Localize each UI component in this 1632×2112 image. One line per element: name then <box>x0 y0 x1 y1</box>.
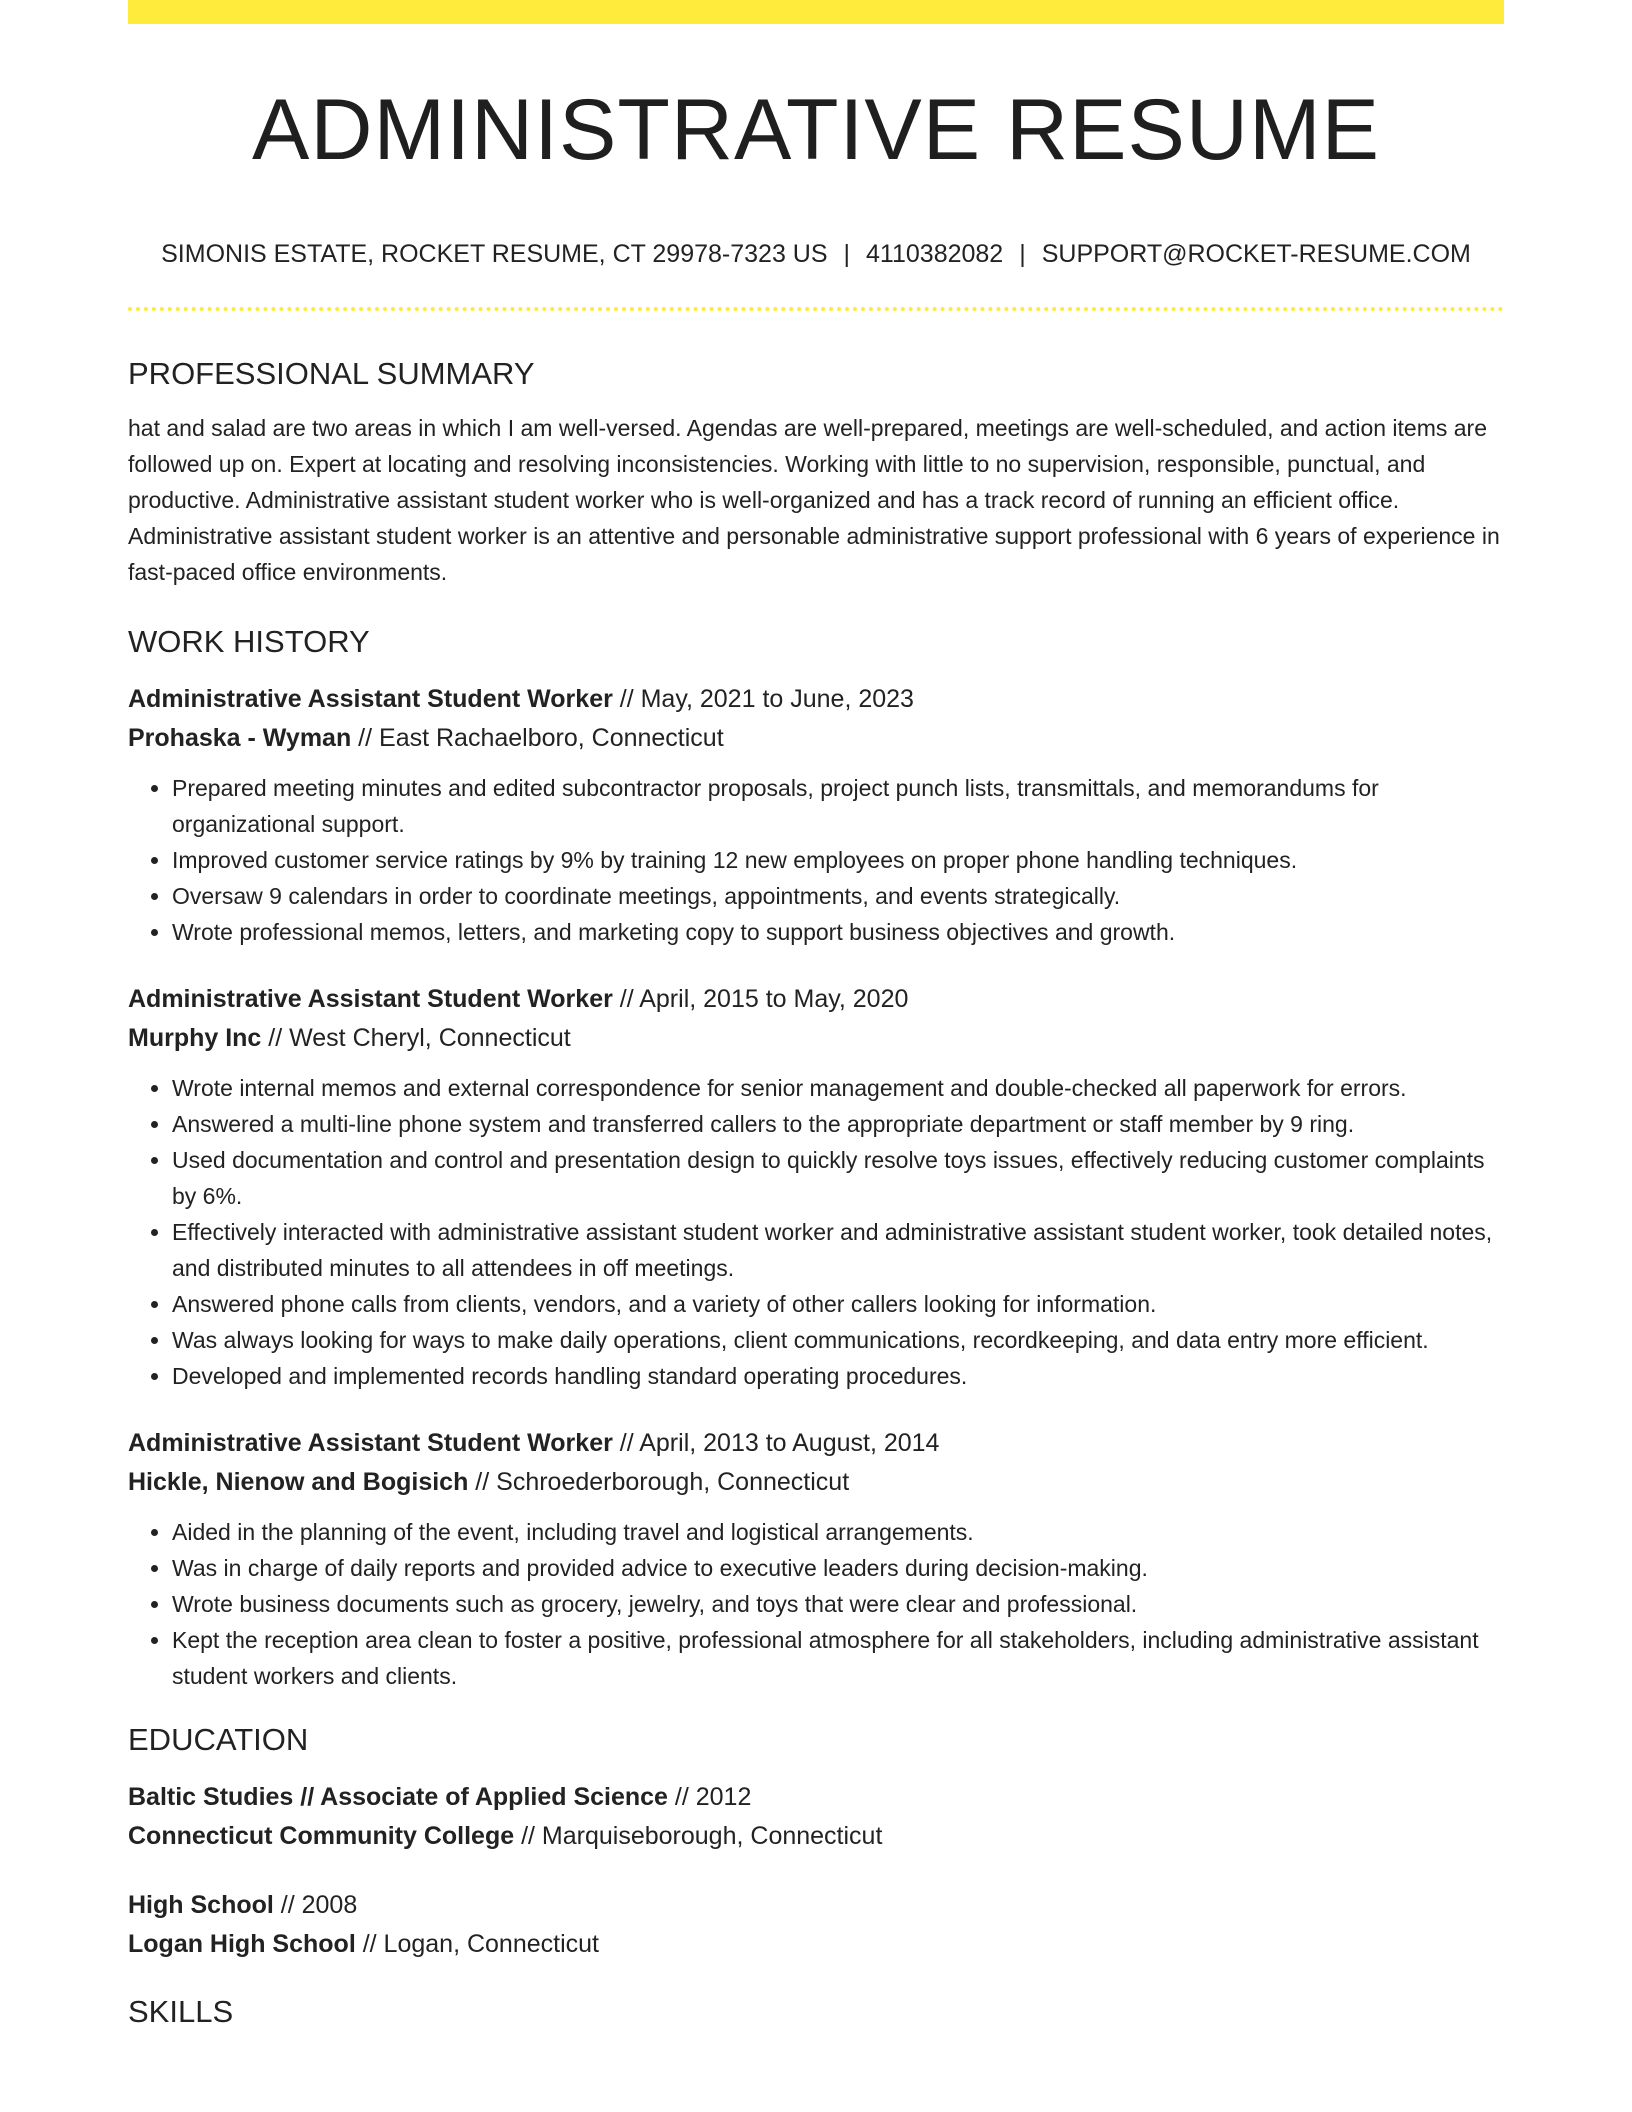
degree-year: // 2012 <box>667 1783 752 1811</box>
list-item: • Effectively interacted with administrative assistant student worker and administrative assistant student worker, took detailed notes, and distributed minutes to all attendees in off meetings. <box>172 1214 1504 1286</box>
list-item: • Answered phone calls from clients, vendors, and a variety of other callers looking for information. <box>172 1286 1504 1322</box>
contact-line <box>128 236 1504 272</box>
list-item: • Developed and implemented records handling standard operating procedures. <box>172 1358 1504 1394</box>
job-location: // West Cheryl, Connecticut <box>261 1024 571 1052</box>
degree: High School <box>128 1891 274 1919</box>
job-company-line <box>128 1463 1504 1502</box>
list-item: • Used documentation and control and presentation design to quickly resolve toys issues, effectively reducing customer complaints by 6%. <box>172 1142 1504 1214</box>
list-item: • Wrote business documents such as grocery, jewelry, and toys that were clear and professional. <box>172 1586 1504 1622</box>
job-bullets <box>128 1514 1504 1694</box>
degree-year: // 2008 <box>273 1891 358 1919</box>
job-location: // East Rachaelboro, Connecticut <box>351 724 724 752</box>
school: Connecticut Community College <box>128 1822 515 1850</box>
skills-heading: SKILLS <box>128 1994 234 2029</box>
job-dates: // May, 2021 to June, 2023 <box>612 685 914 713</box>
address: SIMONIS ESTATE, ROCKET RESUME, CT 29978-7323 US <box>161 240 828 268</box>
job-title: Administrative Assistant Student Worker <box>128 685 613 713</box>
page-title: ADMINISTRATIVE RESUME <box>252 82 1380 178</box>
job-title: Administrative Assistant Student Worker <box>128 1429 613 1457</box>
job-bullets <box>128 1070 1504 1394</box>
school-location: // Marquiseborough, Connecticut <box>514 1822 883 1850</box>
job-company: Murphy Inc <box>128 1024 262 1052</box>
degree: Baltic Studies // Associate of Applied Science <box>128 1783 668 1811</box>
list-item: • Kept the reception area clean to foster a positive, professional atmosphere for all stakeholders, including administrative assistant student workers and clients. <box>172 1622 1504 1694</box>
phone: 4110382082 <box>866 240 1004 268</box>
job-dates: // April, 2015 to May, 2020 <box>612 985 909 1013</box>
accent-bar <box>128 0 1504 24</box>
separator: | <box>843 240 851 268</box>
job-company-line <box>128 719 1504 758</box>
list-item: • Improved customer service ratings by 9% by training 12 new employees on proper phone handling techniques. <box>172 842 1504 878</box>
school-location: // Logan, Connecticut <box>355 1930 599 1958</box>
separator: | <box>1019 240 1026 268</box>
job-title-line <box>128 980 1504 1019</box>
list-item: • Aided in the planning of the event, including travel and logistical arrangements. <box>172 1514 1504 1550</box>
work-history-heading: WORK HISTORY <box>128 624 370 659</box>
list-item: • Answered a multi-line phone system and transferred callers to the appropriate department or staff member by 9 ring. <box>172 1106 1504 1142</box>
list-item: • Wrote internal memos and external correspondence for senior management and double-checked all paperwork for errors. <box>172 1070 1504 1106</box>
dotted-divider <box>128 307 1504 311</box>
job-bullets <box>128 770 1504 950</box>
education-entry <box>128 1778 1504 1856</box>
degree-line <box>128 1778 1504 1817</box>
list-item: • Oversaw 9 calendars in order to coordinate meetings, appointments, and events strategically. <box>172 878 1504 914</box>
list-item: • Was in charge of daily reports and provided advice to executive leaders during decision-making. <box>172 1550 1504 1586</box>
education-heading: EDUCATION <box>128 1722 309 1757</box>
school-line <box>128 1925 1504 1964</box>
job-entry <box>128 1424 1504 1694</box>
degree-line <box>128 1886 1504 1925</box>
job-company: Hickle, Nienow and Bogisich <box>128 1468 469 1496</box>
summary-text: hat and salad are two areas in which I am well-versed. Agendas are well-prepared, meetings are well-scheduled, and action items are followed up on. Expert at locating and resolving inconsistencies. Working with little to no supervision, responsible, punctual, and productive. Administrative assistant student worker who is well-organized and has a track record of running an efficient office. Administrative assistant student worker is an attentive and personable administrative support professional with 6 years of experience in fast-paced office environments. <box>128 415 1500 585</box>
job-title-line <box>128 680 1504 719</box>
job-entry <box>128 680 1504 950</box>
job-company: Prohaska - Wyman <box>128 724 352 752</box>
email-link[interactable]: SUPPORT@ROCKET-RESUME.COM <box>1041 240 1471 268</box>
school: Logan High School <box>128 1930 356 1958</box>
job-company-line <box>128 1019 1504 1058</box>
list-item: • Was always looking for ways to make daily operations, client communications, recordkeeping, and data entry more efficient. <box>172 1322 1504 1358</box>
job-entry <box>128 980 1504 1394</box>
job-dates: // April, 2013 to August, 2014 <box>612 1429 940 1457</box>
summary-heading: PROFESSIONAL SUMMARY <box>128 356 535 391</box>
school-line <box>128 1817 1504 1856</box>
list-item: • Prepared meeting minutes and edited subcontractor proposals, project punch lists, transmittals, and memorandums for organizational support. <box>172 770 1504 842</box>
job-location: // Schroederborough, Connecticut <box>468 1468 850 1496</box>
list-item: • Wrote professional memos, letters, and marketing copy to support business objectives and growth. <box>172 914 1504 950</box>
resume-content <box>128 352 1504 2034</box>
job-title-line <box>128 1424 1504 1463</box>
job-title: Administrative Assistant Student Worker <box>128 985 613 1013</box>
education-entry <box>128 1886 1504 1964</box>
